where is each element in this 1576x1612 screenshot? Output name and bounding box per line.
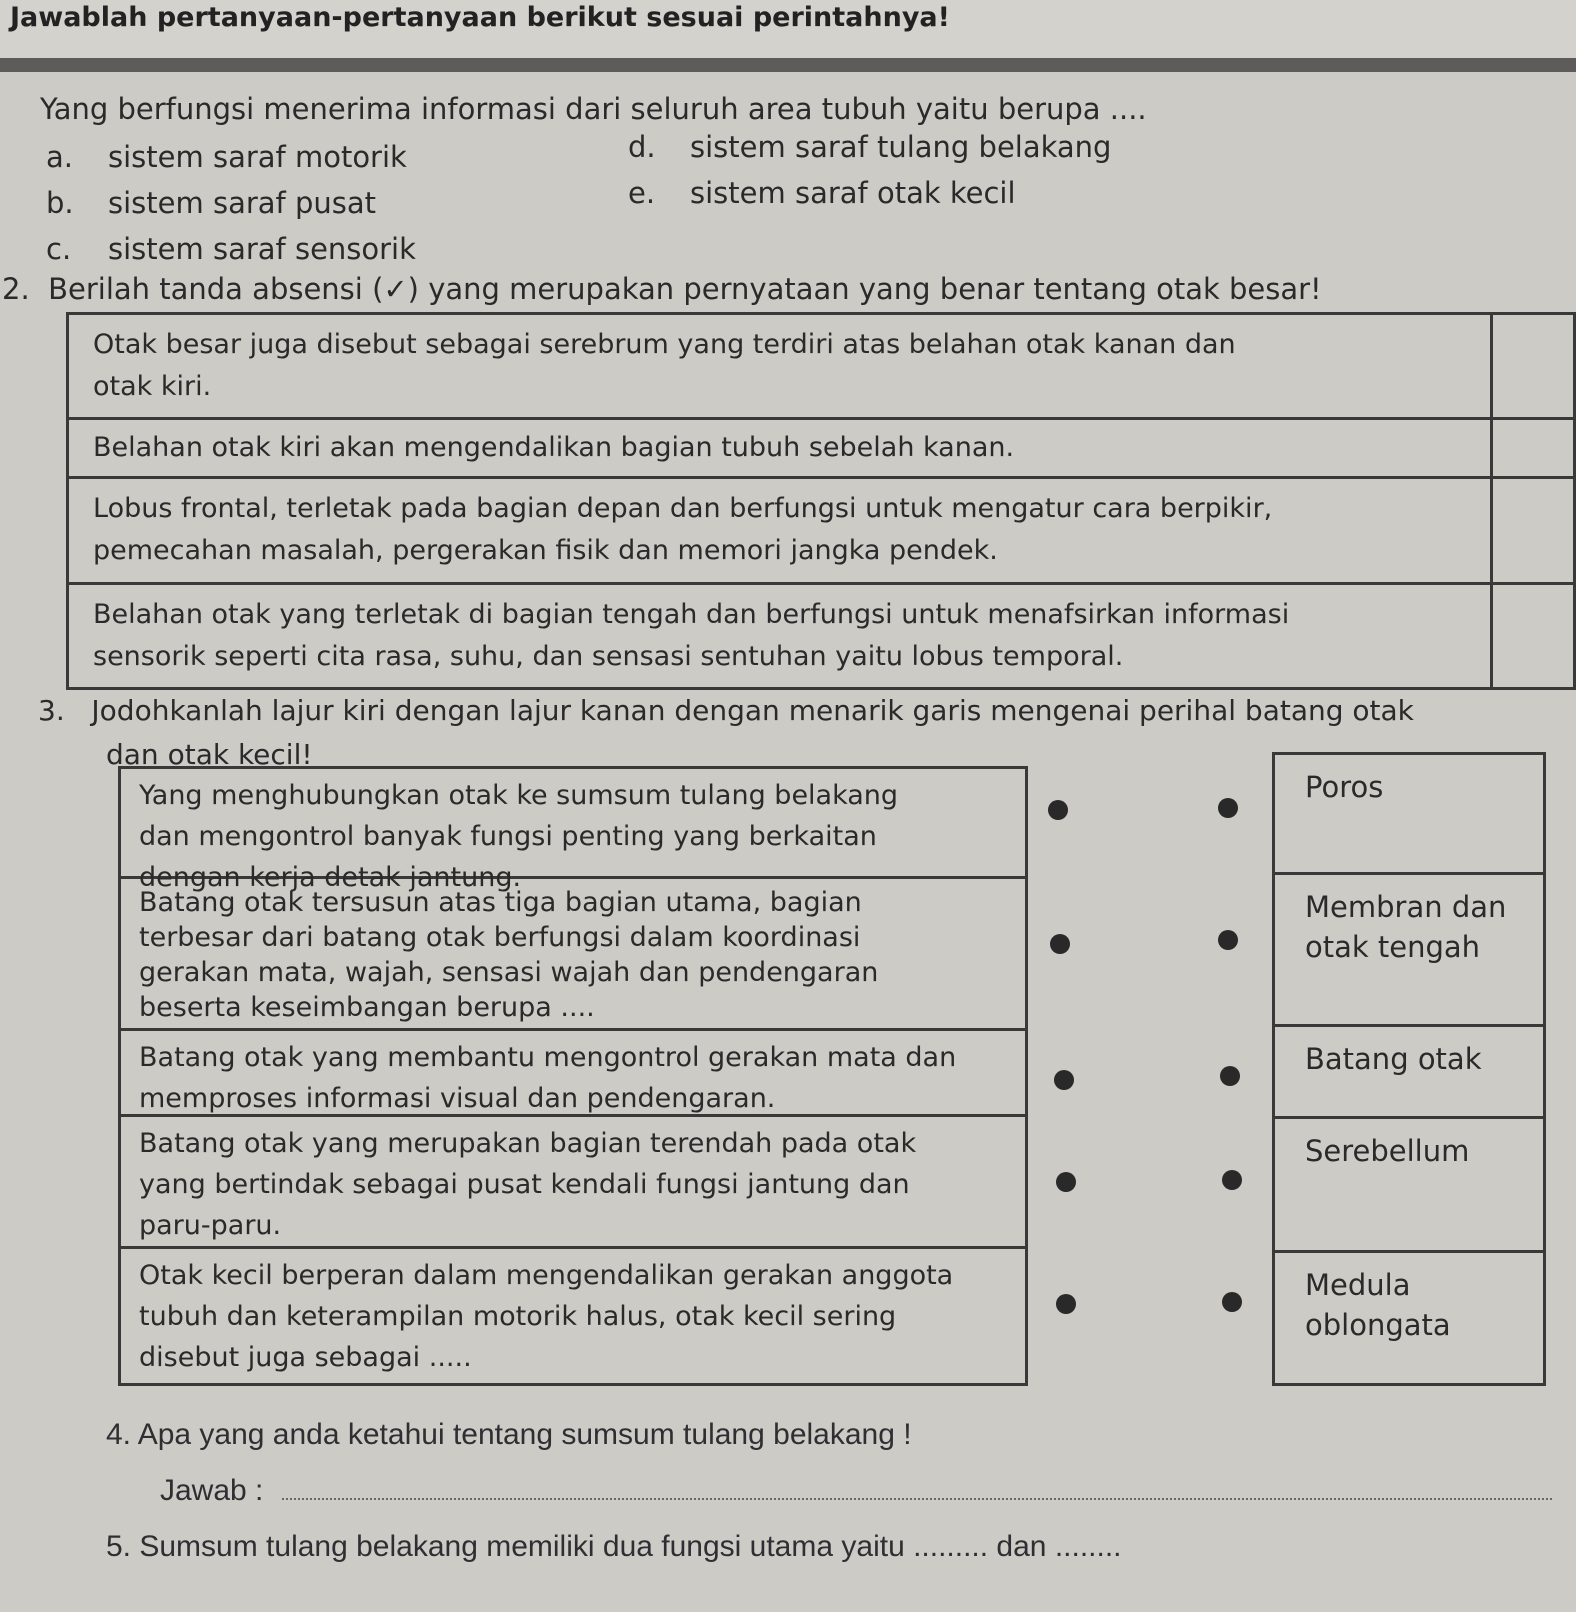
q3-number: 3. bbox=[38, 694, 65, 727]
right-column-box bbox=[1272, 752, 1546, 1386]
item-line: oblongata bbox=[1305, 1308, 1451, 1342]
statement-line: Lobus frontal, terletak pada bagian depan dan berfungsi untuk mengatur cara berpikir, bbox=[93, 493, 1273, 525]
header-bar bbox=[0, 0, 1576, 72]
statement-line: Otak besar juga disebut sebagai serebrum yang terdiri atas belahan otak kanan dan bbox=[93, 329, 1236, 361]
q1-option-a bbox=[46, 140, 407, 174]
q3-heading bbox=[38, 694, 1414, 727]
table-row bbox=[68, 314, 1575, 419]
statement-cell bbox=[68, 419, 1492, 478]
q2-question: Berilah tanda absensi (✓) yang merupakan pernyataan yang benar tentang otak besar! bbox=[48, 272, 1322, 306]
statement-cell bbox=[68, 478, 1492, 583]
statement-line: Belahan otak yang terletak di bagian tengah dan berfungsi untuk menafsirkan informasi bbox=[93, 598, 1290, 630]
left-match-dot[interactable] bbox=[1056, 1172, 1076, 1192]
item-line: Batang otak yang membantu mengontrol gerakan mata dan bbox=[139, 1042, 957, 1073]
option-letter: c. bbox=[46, 232, 72, 266]
left-match-dot[interactable] bbox=[1056, 1294, 1076, 1314]
left-item bbox=[121, 1117, 1025, 1249]
option-text: sistem saraf sensorik bbox=[108, 232, 416, 266]
check-cell[interactable] bbox=[1492, 314, 1575, 419]
item-line: Poros bbox=[1305, 770, 1384, 804]
table-row bbox=[68, 419, 1575, 478]
item-line: dan mengontrol banyak fungsi penting yang berkaitan bbox=[139, 821, 877, 852]
right-match-dot[interactable] bbox=[1222, 1292, 1242, 1312]
table-row bbox=[68, 478, 1575, 583]
left-item bbox=[121, 879, 1025, 1031]
option-letter: b. bbox=[46, 186, 74, 220]
left-match-dot[interactable] bbox=[1050, 934, 1070, 954]
statement-line: sensorik seperti cita rasa, suhu, dan sensasi sentuhan yaitu lobus temporal. bbox=[93, 640, 1124, 672]
q4-answer-label: Jawab : bbox=[160, 1474, 264, 1507]
left-item bbox=[121, 1249, 1025, 1383]
statement-line: otak kiri. bbox=[93, 371, 212, 403]
item-line: Yang menghubungkan otak ke sumsum tulang belakang bbox=[139, 780, 899, 811]
item-line: tubuh dan keterampilan motorik halus, otak kecil sering bbox=[139, 1301, 897, 1332]
item-line: beserta keseimbangan berupa .... bbox=[139, 992, 595, 1023]
statement-line: Belahan otak kiri akan mengendalikan bagian tubuh sebelah kanan. bbox=[93, 432, 1015, 464]
option-letter: d. bbox=[628, 130, 656, 164]
statement-cell bbox=[68, 583, 1492, 688]
option-text: sistem saraf tulang belakang bbox=[690, 130, 1112, 164]
right-item bbox=[1275, 1253, 1543, 1383]
answer-line[interactable] bbox=[282, 1498, 1552, 1500]
q1-option-e bbox=[628, 176, 1016, 210]
q3-question: Jodohkanlah lajur kiri dengan lajur kanan dengan menarik garis mengenai perihal batang otak bbox=[91, 694, 1414, 727]
item-line: dengan kerja detak jantung. bbox=[139, 862, 522, 893]
q2-heading bbox=[2, 272, 1322, 306]
left-match-dot[interactable] bbox=[1054, 1070, 1074, 1090]
right-item bbox=[1275, 1119, 1543, 1253]
table-row bbox=[68, 583, 1575, 688]
q3-question-cont: dan otak kecil! bbox=[106, 738, 313, 771]
option-text: sistem saraf pusat bbox=[108, 186, 376, 220]
item-line: memproses informasi visual dan pendengaran. bbox=[139, 1083, 776, 1114]
item-line: Batang otak yang merupakan bagian terendah pada otak bbox=[139, 1128, 917, 1159]
item-line: gerakan mata, wajah, sensasi wajah dan pendengaran bbox=[139, 957, 879, 988]
item-line: Batang otak tersusun atas tiga bagian utama, bagian bbox=[139, 887, 862, 918]
item-line: Serebellum bbox=[1305, 1134, 1470, 1168]
item-line: yang bertindak sebagai pusat kendali fungsi jantung dan bbox=[139, 1169, 910, 1200]
statement-line: pemecahan masalah, pergerakan fisik dan memori jangka pendek. bbox=[93, 535, 998, 567]
q5-question: 5. Sumsum tulang belakang memiliki dua fungsi utama yaitu ......... dan ........ bbox=[106, 1530, 1122, 1563]
item-line: Otak kecil berperan dalam mengendalikan gerakan anggota bbox=[139, 1260, 954, 1291]
check-cell[interactable] bbox=[1492, 583, 1575, 688]
q2-number: 2. bbox=[2, 272, 30, 306]
item-line: paru-paru. bbox=[139, 1210, 282, 1241]
right-match-dot[interactable] bbox=[1218, 930, 1238, 950]
right-item bbox=[1275, 755, 1543, 875]
q1-option-b bbox=[46, 186, 376, 220]
left-item bbox=[121, 1031, 1025, 1117]
right-match-dot[interactable] bbox=[1220, 1066, 1240, 1086]
item-line: Batang otak bbox=[1305, 1042, 1482, 1076]
q2-statement-table bbox=[66, 312, 1576, 690]
item-line: Membran dan bbox=[1305, 890, 1507, 924]
q1-question: Yang berfungsi menerima informasi dari seluruh area tubuh yaitu berupa .... bbox=[40, 92, 1147, 126]
left-column-box bbox=[118, 766, 1028, 1386]
right-match-dot[interactable] bbox=[1222, 1170, 1242, 1190]
option-letter: e. bbox=[628, 176, 656, 210]
right-item bbox=[1275, 875, 1543, 1027]
option-text: sistem saraf motorik bbox=[108, 140, 407, 174]
q1-option-c bbox=[46, 232, 416, 266]
option-letter: a. bbox=[46, 140, 73, 174]
item-line: terbesar dari batang otak berfungsi dalam koordinasi bbox=[139, 922, 861, 953]
instruction-title: Jawablah pertanyaan-pertanyaan berikut sesuai perintahnya! bbox=[10, 2, 950, 33]
q4-question: 4. Apa yang anda ketahui tentang sumsum tulang belakang ! bbox=[106, 1418, 912, 1451]
item-line: disebut juga sebagai ..... bbox=[139, 1342, 472, 1373]
statement-cell bbox=[68, 314, 1492, 419]
left-item bbox=[121, 769, 1025, 893]
check-cell[interactable] bbox=[1492, 419, 1575, 478]
left-match-dot[interactable] bbox=[1048, 800, 1068, 820]
option-text: sistem saraf otak kecil bbox=[690, 176, 1016, 210]
item-line: Medula bbox=[1305, 1268, 1411, 1302]
right-match-dot[interactable] bbox=[1218, 798, 1238, 818]
right-item bbox=[1275, 1027, 1543, 1119]
check-cell[interactable] bbox=[1492, 478, 1575, 583]
q1-option-d bbox=[628, 130, 1111, 164]
item-line: otak tengah bbox=[1305, 930, 1481, 964]
